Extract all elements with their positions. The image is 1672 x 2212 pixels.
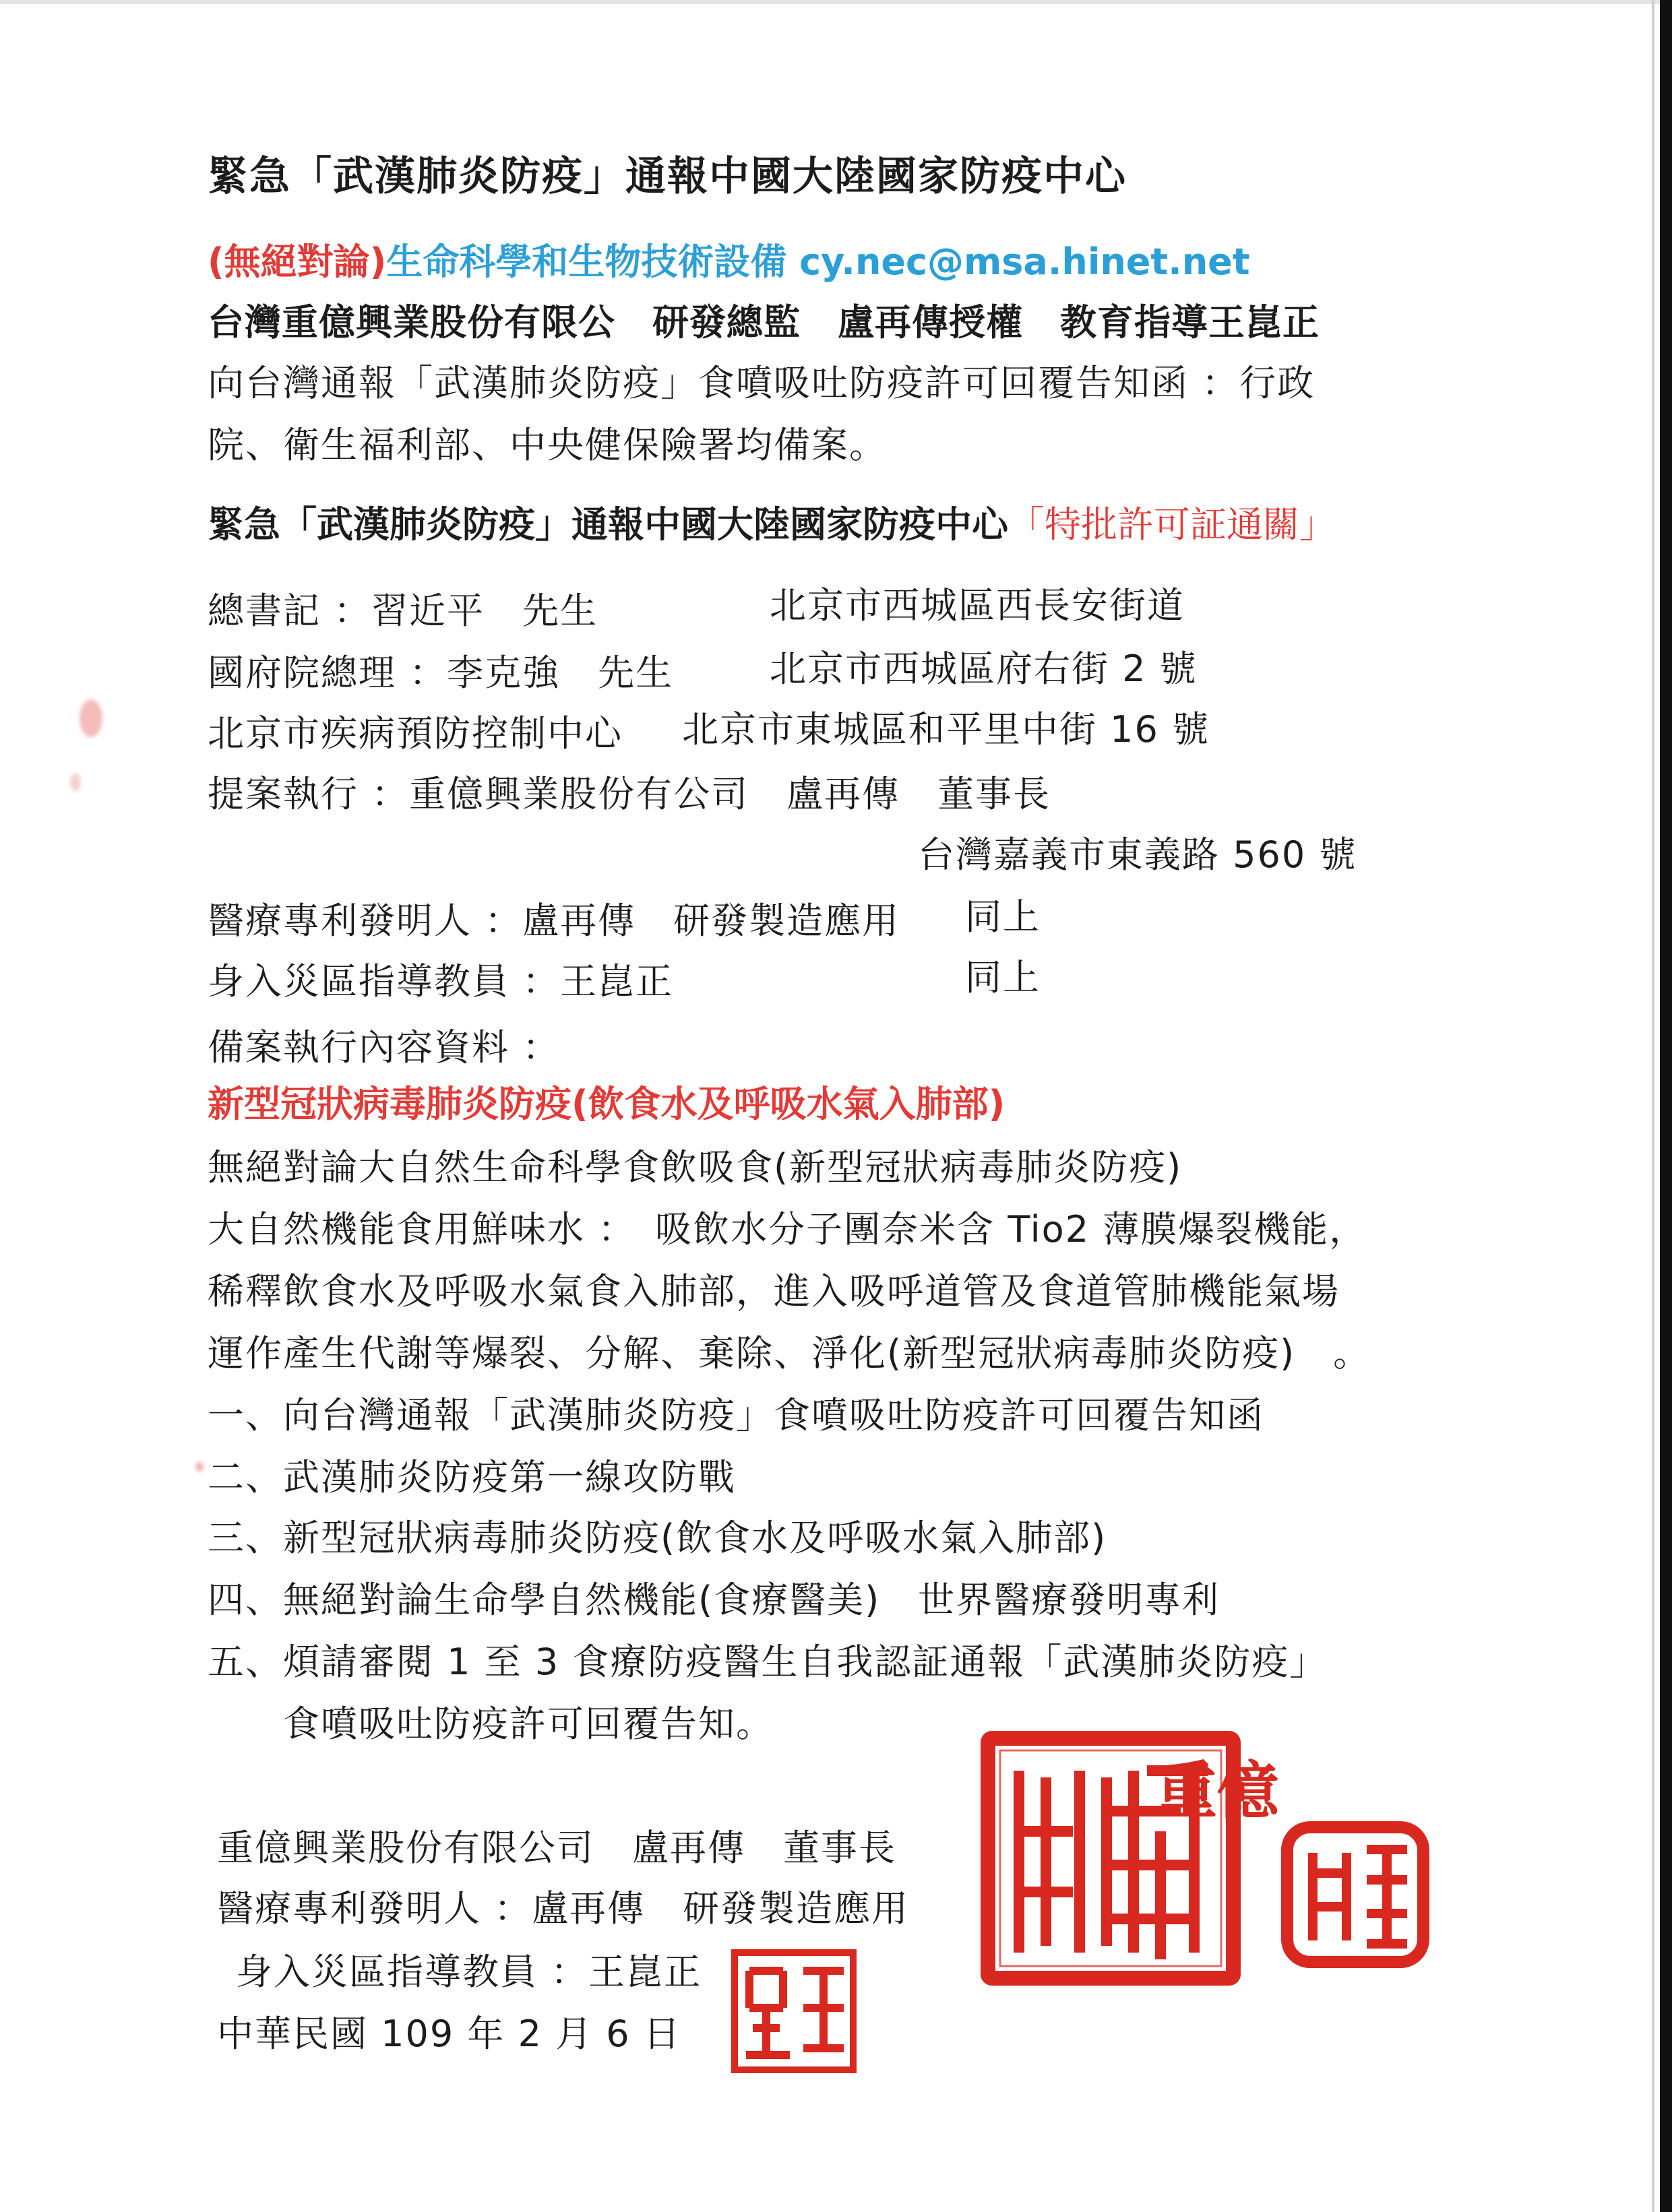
header-email: cy.nec@msa.hinet.net	[799, 241, 1250, 283]
content-line: 稀釋飲食水及呼吸水氣食入肺部，進入吸呼道管及食道管肺機能氣場	[208, 1270, 1340, 1313]
role-label: 身入災區指導教員 ：王崑正	[208, 960, 674, 1003]
company-seal-stamp	[979, 1730, 1280, 1988]
scan-top-shadow	[0, 0, 1672, 4]
ink-smudge	[70, 773, 81, 791]
list-item: 五、煩請審閱 1 至 3 食療防疫醫生自我認証通報「武漢肺炎防疫」	[208, 1641, 1328, 1683]
signature-company: 重億興業股份有限公司 盧再傳 董事長	[217, 1827, 896, 1869]
signature-inventor: 醫療專利發明人 ：盧再傳 研發製造應用	[217, 1887, 910, 1930]
content-label: 備案執行內容資料 ：	[208, 1026, 561, 1069]
content-line: 運作產生代謝等爆裂、分解、棄除、淨化(新型冠狀病毒肺炎防疫) 。	[208, 1332, 1371, 1374]
company-line: 台灣重億興業股份有限公 研發總監 盧再傳授權 教育指導王崑正	[208, 301, 1320, 344]
recipient-address: 北京市西城區府右街 2 號	[770, 647, 1198, 690]
recipient-name: 總書記 ：習近平 先生	[208, 590, 598, 632]
header-org: 生命科學和生物技術設備	[386, 241, 787, 283]
name-seal-stamp	[729, 1947, 859, 2075]
scan-edge-border	[1660, 0, 1672, 2212]
content-heading: 新型冠狀病毒肺炎防疫(飲食水及呼吸水氣入肺部)	[208, 1083, 1005, 1125]
signature-instructor: 身入災區指導教員 ：王崑正	[236, 1951, 702, 1993]
exec-address: 台灣嘉義市東義路 560 號	[918, 833, 1357, 876]
subtitle-main: 緊急「武漢肺炎防疫」通報中國大陸國家防疫中心	[208, 503, 1008, 546]
ink-smudge	[195, 1462, 204, 1472]
role-note: 同上	[965, 895, 1041, 938]
signature-date: 中華民國 109 年 2 月 6 日	[217, 2013, 681, 2055]
list-item: 四、無絕對論生命學自然機能(食療醫美) 世界醫療發明專利	[208, 1579, 1220, 1621]
role-note: 同上	[965, 956, 1041, 999]
header-tag: (無絕對論)	[208, 241, 387, 283]
scan-edge-line	[1652, 0, 1654, 2212]
role-label: 醫療專利發明人 ：盧再傳 研發製造應用	[208, 899, 900, 942]
seal-char: 重億	[1155, 1755, 1280, 1827]
personal-seal-stamp	[1279, 1819, 1431, 1970]
recipient-name: 北京市疾病預防控制中心	[208, 712, 623, 755]
header-tagline	[208, 241, 1250, 283]
notice-line-2: 院、衛生福利部、中央健保險署均備案。	[208, 424, 887, 466]
subtitle-highlight: 「特批許可証通關」	[1008, 503, 1336, 546]
page-title: 緊急「武漢肺炎防疫」通報中國大陸國家防疫中心	[208, 153, 1127, 200]
content-line: 無絕對論大自然生命科學食飲吸食(新型冠狀病毒肺炎防疫)	[208, 1146, 1183, 1189]
recipient-address: 北京市西城區西長安街道	[770, 584, 1185, 627]
content-line: 大自然機能食用鮮味水 ： 吸飲水分子團奈米含 Tio2 薄膜爆裂機能，	[208, 1208, 1367, 1251]
recipient-address: 北京市東城區和平里中街 16 號	[682, 708, 1210, 751]
list-item: 一、向台灣通報「武漢肺炎防疫」食噴吸吐防疫許可回覆告知函	[208, 1394, 1264, 1436]
notice-line-1: 向台灣通報「武漢肺炎防疫」食噴吸吐防疫許可回覆告知函 ：行政	[208, 362, 1315, 404]
list-item: 二、武漢肺炎防疫第一線攻防戰	[208, 1456, 736, 1498]
recipient-name: 提案執行 ：重億興業股份有公司 盧再傳 董事長	[208, 773, 1051, 815]
list-item: 三、新型冠狀病毒肺炎防疫(飲食水及呼吸水氣入肺部)	[208, 1517, 1107, 1559]
recipient-name: 國府院總理 ：李克強 先生	[208, 652, 674, 694]
subtitle	[208, 503, 1336, 546]
ink-smudge	[80, 699, 102, 737]
list-item: 食噴吸吐防疫許可回覆告知。	[208, 1703, 774, 1745]
